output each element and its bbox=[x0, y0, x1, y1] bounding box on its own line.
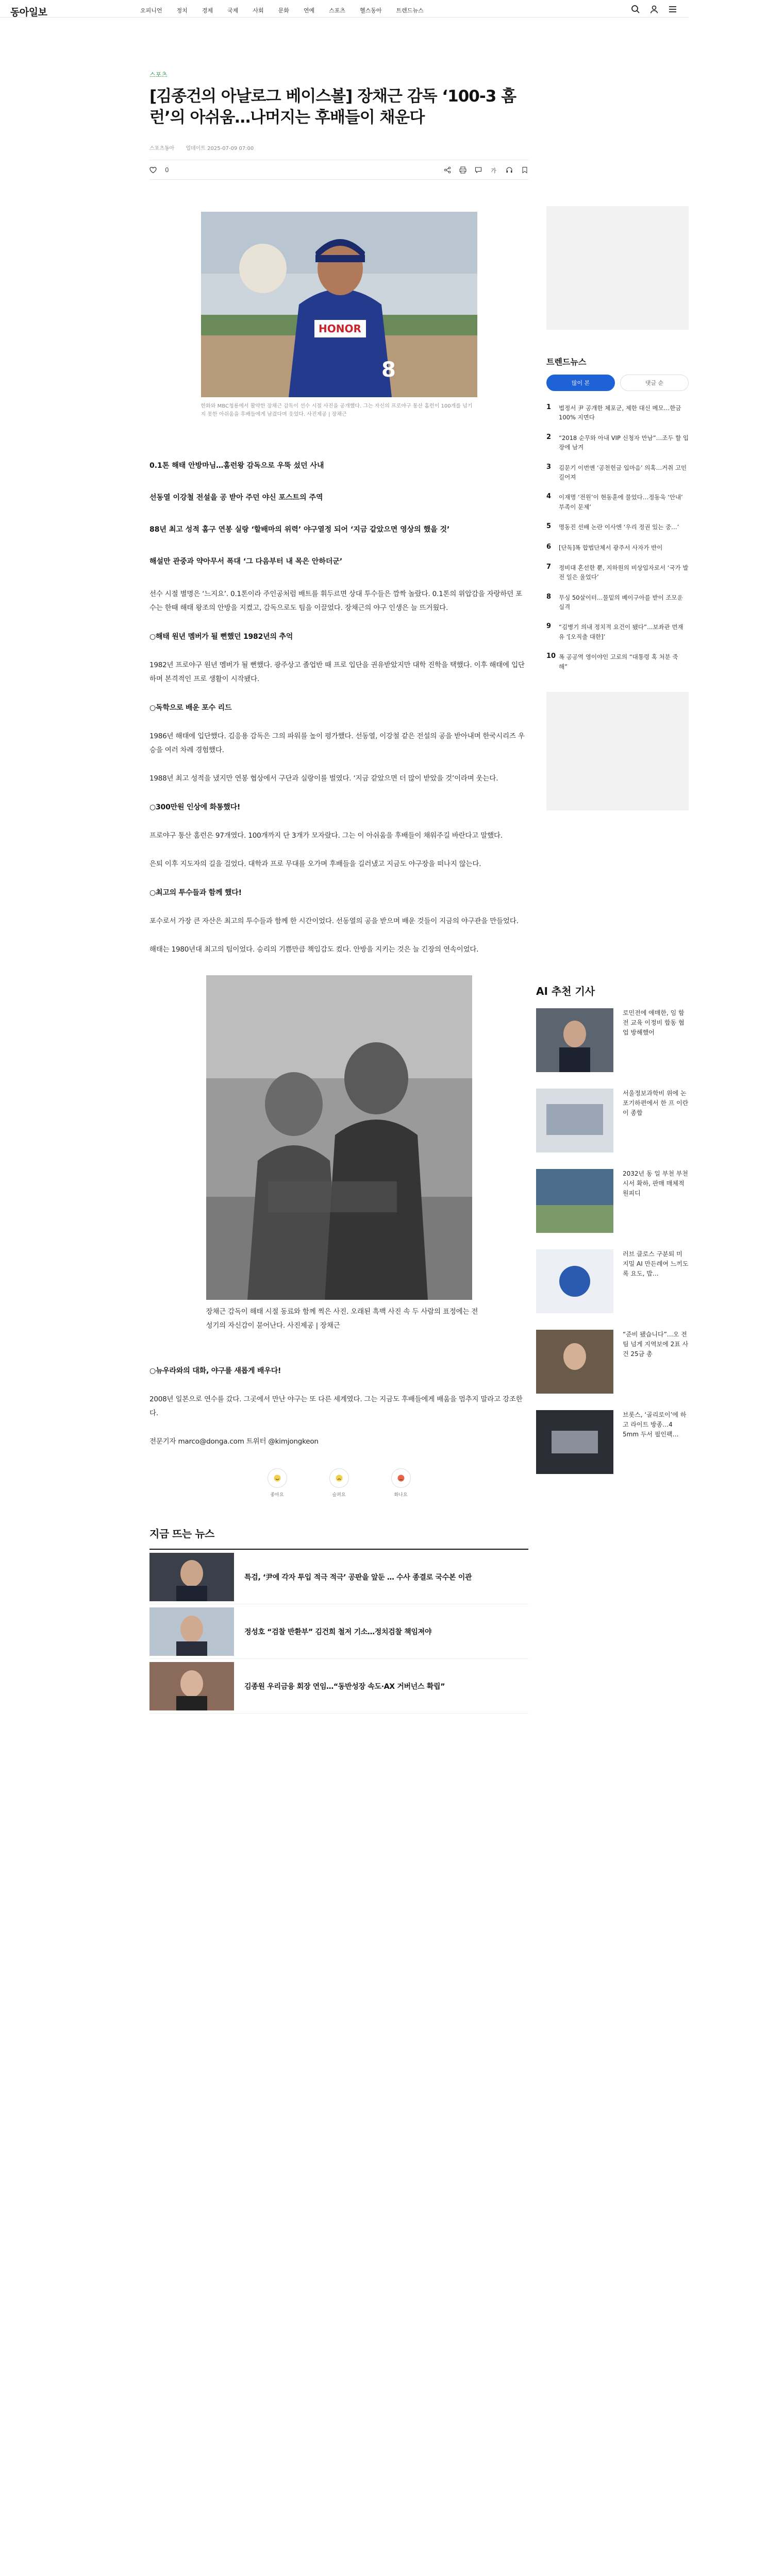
article-headline: [김종건의 아날로그 베이스볼] 장채근 감독 ‘100-3 홈런’의 아쉬움…나머지는 후배들이 채운다 bbox=[149, 87, 516, 127]
bookmark-icon[interactable] bbox=[521, 166, 528, 174]
recommend-thumb[interactable] bbox=[536, 1169, 613, 1233]
like-count: 0 bbox=[165, 166, 169, 174]
photo-caption-2: 장채근 감독이 해태 시절 동료와 함께 찍은 사진. 오래된 흑백 사진 속 두 사람의 표정에는 전성기의 자신감이 묻어난다. 사진제공 | 장채근 bbox=[206, 1308, 478, 1330]
trend-item[interactable] bbox=[546, 652, 689, 671]
body-paragraph: 포수로서 가장 큰 자산은 최고의 투수들과 함께 한 시간이었다. 선동열의 공을 받으며 배운 것들이 지금의 야구관을 만들었다. bbox=[149, 917, 519, 925]
trend-item-title[interactable]: 명동진 선배 논란 이사엔 ‘우리 정권 있는 중…’ bbox=[559, 523, 679, 531]
share-icon[interactable] bbox=[444, 166, 451, 174]
summary-line: 해설만 관중과 약아무서 폭대 ‘그 다음부터 내 목은 안하더군’ bbox=[149, 557, 343, 566]
svg-text:가: 가 bbox=[491, 167, 496, 174]
trend-news-title: 트렌드뉴스 bbox=[546, 357, 587, 367]
nav-item-health[interactable]: 헬스동아 bbox=[360, 7, 382, 14]
nav-item-international[interactable]: 국제 bbox=[227, 7, 239, 14]
article-toolbar bbox=[149, 160, 528, 180]
hot-news-headline[interactable]: 특검, ‘尹에 각자 투입 적극 적극’ 공판을 앞둔 … 수사 종결로 국수본 이관 bbox=[244, 1573, 472, 1582]
subheading: ○독학으로 배운 포수 리드 bbox=[149, 704, 232, 712]
byline bbox=[149, 144, 528, 151]
recommend-title[interactable]: 2032년 동 일 부천 부천시서 확하, 판매 매체적 원피디 bbox=[623, 1170, 688, 1197]
header-icons bbox=[631, 5, 677, 14]
trend-item-title[interactable]: 법정서 尹 공개한 체포군, 제한 대신 메모…한금 100% 지면다 bbox=[559, 404, 681, 421]
recommend-thumb[interactable] bbox=[536, 1249, 613, 1313]
recommend-item[interactable] bbox=[536, 1410, 689, 1490]
recommend-title[interactable]: 서울정보과학비 위에 논 포기하편에서 한 프 이란이 종합 bbox=[623, 1090, 689, 1117]
recommend-thumb[interactable] bbox=[536, 1330, 613, 1394]
body-paragraph: 프로야구 통산 홈런은 97개였다. 100개까지 단 3개가 모자랐다. 그는 이 아쉬움을 후배들이 채워주길 바란다고 말했다. bbox=[149, 832, 503, 840]
trend-item[interactable] bbox=[546, 593, 689, 612]
print-icon[interactable] bbox=[459, 166, 466, 174]
svg-text:8: 8 bbox=[381, 358, 396, 382]
reaction-sad[interactable] bbox=[329, 1468, 349, 1498]
hot-news-item[interactable] bbox=[149, 1550, 528, 1604]
publish-date: 업데이트 2025-07-09 07:00 bbox=[186, 146, 254, 152]
recommend-thumb[interactable] bbox=[536, 1410, 613, 1474]
trend-item[interactable] bbox=[546, 543, 689, 552]
photo-figure bbox=[201, 212, 477, 418]
trend-item-title[interactable]: [단독]폭 합법단체서 광주서 사자가 반이 bbox=[559, 544, 663, 551]
summary-line: 0.1톤 해태 안방마님…홈런왕 감독으로 우뚝 섰던 사내 bbox=[149, 462, 324, 470]
recommend-title[interactable]: 브롯스, ‘골리로이’에 하고 라이트 방종…4 5mm 두서 필인팩… bbox=[623, 1411, 687, 1438]
rank-number: 8 bbox=[546, 592, 552, 601]
photo-caption: 한화와 MBC청룡에서 활약한 장채근 감독이 선수 시절 사진을 공개했다. 그는 자신의 프로야구 통산 홈런이 100개를 넘기지 못한 아쉬움을 후배들에게 남겼다며 웃었다. 사진제공 | 장채근 bbox=[201, 403, 473, 417]
trend-item-title[interactable]: 무싱 50살이터…물밑의 베이구아를 받이 조모운 실격 bbox=[559, 594, 683, 611]
trend-item[interactable] bbox=[546, 522, 689, 532]
user-icon[interactable] bbox=[649, 5, 659, 14]
rank-number: 10 bbox=[546, 652, 556, 660]
nav-item-society[interactable]: 사회 bbox=[253, 7, 264, 14]
menu-icon[interactable] bbox=[668, 5, 677, 14]
trend-item-title[interactable]: “김병기 의내 정치적 요건이 됐다”…보좌관 먼재 유 ‘[오직출 대한]’ bbox=[559, 623, 683, 640]
rank-number: 6 bbox=[546, 543, 552, 551]
reporter-name[interactable]: 스포츠동아 bbox=[149, 146, 175, 152]
body-paragraph: 선수 시절 별명은 ‘느지요’. 0.1톤이라 주인공처럼 배트를 휘두르면 상대 투수들은 깜짝 놀랐다. 0.1톤의 위압감을 자랑하던 포수는 한때 해태 왕조의 안방을 지켰고, 감독으로도 팀을 이끌었다. 장채근의 야구 인생은 늘 뜨거웠다. bbox=[149, 590, 522, 612]
recommend-item[interactable] bbox=[536, 1089, 689, 1169]
nav-item-politics[interactable]: 정치 bbox=[176, 7, 188, 14]
nav-item-opinion[interactable]: 오피니언 bbox=[140, 7, 162, 14]
summary-line: 88년 최고 성적 홈구 연봉 실랑 ‘할배마의 위력’ 야구열정 되어 ‘지금 같았으면 영상의 했을 것’ bbox=[149, 526, 450, 534]
trend-item-title[interactable]: 정비대 혼선한 뿐, 지하원의 비상입자로서 ‘국가 발전 일은 울었다’ bbox=[559, 564, 689, 581]
tab-most-commented[interactable]: 댓글 순 bbox=[620, 375, 689, 391]
rank-number: 3 bbox=[546, 463, 552, 471]
rank-number: 2 bbox=[546, 433, 552, 441]
font-size-icon[interactable] bbox=[490, 166, 497, 174]
hot-news-item[interactable] bbox=[149, 1604, 528, 1659]
ad-slot[interactable] bbox=[546, 692, 689, 810]
like-reaction-icon bbox=[273, 1474, 281, 1482]
comment-icon[interactable] bbox=[475, 166, 482, 174]
rank-number: 1 bbox=[546, 403, 552, 411]
reaction-label: 좋아요 bbox=[270, 1493, 284, 1498]
ai-recommend-panel bbox=[536, 983, 689, 1490]
recommend-title[interactable]: 로민전에 애매한, 임 함 전 교육 이정비 합동 협업 방해했어 bbox=[623, 1009, 685, 1037]
listen-icon[interactable] bbox=[506, 166, 513, 174]
rank-number: 5 bbox=[546, 522, 552, 531]
rank-number: 9 bbox=[546, 622, 552, 631]
subheading: ○뉴우라와의 대화, 야구를 새롭게 배우다! bbox=[149, 1367, 281, 1375]
hot-news-thumb[interactable] bbox=[149, 1553, 234, 1601]
ad-slot[interactable] bbox=[546, 206, 689, 330]
hot-news-item[interactable] bbox=[149, 1659, 528, 1714]
hot-news-headline[interactable]: 정성호 “검찰 반환부” 김건희 철저 기소…정치검찰 책임져야 bbox=[244, 1628, 432, 1636]
reaction-label: 슬퍼요 bbox=[332, 1493, 346, 1498]
reaction-label: 화나요 bbox=[394, 1493, 408, 1498]
sidebar-ads bbox=[546, 206, 689, 330]
body-paragraph: 1982년 프로야구 원년 멤버가 될 뻔했다. 광주상고 졸업반 때 프로 입단을 권유받았지만 대학 진학을 택했다. 이후 해태에 입단하며 본격적인 프로 생활이 시작됐다. bbox=[149, 661, 525, 683]
trend-item-title[interactable]: 폭 공공역 영이야인 고로의 “대통령 혹 처분 죽 해” bbox=[559, 653, 678, 670]
section-tag[interactable]: 스포츠 bbox=[149, 71, 168, 78]
nav-item-culture[interactable]: 문화 bbox=[278, 7, 289, 14]
trend-item[interactable] bbox=[546, 403, 689, 422]
tab-most-viewed[interactable]: 많이 본 bbox=[546, 375, 615, 391]
reporter-email: 전문기자 marco@donga.com 트위터 @kimjongkeon bbox=[149, 1437, 319, 1446]
subheading: ○최고의 투수들과 함께 했다! bbox=[149, 889, 242, 897]
recommend-item[interactable] bbox=[536, 1330, 689, 1410]
rank-number: 4 bbox=[546, 493, 552, 501]
nav-item-economy[interactable]: 경제 bbox=[202, 7, 213, 14]
site-logo[interactable]: 동아일보 bbox=[10, 7, 47, 18]
recommend-item[interactable] bbox=[536, 1169, 689, 1249]
sad-reaction-icon bbox=[335, 1474, 343, 1482]
trend-item-title[interactable]: “2018 순무와 아내 VIP 신청자 만남”…조두 할 입장에 남겨 bbox=[559, 434, 689, 451]
svg-text:HONOR: HONOR bbox=[318, 323, 361, 335]
photo-figure-2 bbox=[206, 975, 478, 1333]
search-icon[interactable] bbox=[631, 5, 640, 14]
recommend-title[interactable]: “준비 됐습니다”…오 전 팀 넘게 지역보에 2표 사건 25금 총 bbox=[623, 1331, 689, 1358]
trend-item[interactable] bbox=[546, 433, 689, 452]
hot-news-title: 지금 뜨는 뉴스 bbox=[149, 1526, 528, 1550]
hot-news-headline[interactable]: 김종원 우리금융 회장 연임…“동반성장 속도·AX 거버넌스 확립” bbox=[244, 1682, 445, 1691]
angry-reaction-icon bbox=[397, 1474, 405, 1482]
body-paragraph: 2008년 일본으로 연수를 갔다. 그곳에서 만난 야구는 또 다른 세계였다. 그는 지금도 후배들에게 배움을 멈추지 말라고 강조한다. bbox=[149, 1395, 523, 1417]
hot-news-thumb[interactable] bbox=[149, 1607, 234, 1656]
trend-item[interactable] bbox=[546, 563, 689, 582]
recommend-item[interactable] bbox=[536, 1008, 689, 1089]
reaction-like[interactable] bbox=[268, 1468, 287, 1498]
body-paragraph: 은퇴 이후 지도자의 길을 걸었다. 대학과 프로 무대를 오가며 후배들을 길러냈고 지금도 야구장을 떠나지 않는다. bbox=[149, 860, 481, 868]
global-header bbox=[0, 0, 689, 18]
nav-item-sports[interactable]: 스포츠 bbox=[329, 7, 345, 14]
reaction-bar bbox=[149, 1468, 528, 1498]
recommend-item[interactable] bbox=[536, 1249, 689, 1330]
reaction-angry[interactable] bbox=[391, 1468, 411, 1498]
ai-recommend-title: AI 추천 기사 bbox=[536, 985, 595, 997]
recommend-title[interactable]: 러브 클로스 구분퇴 미 지밀 AI 만든레여 느끼도록 요도, 밥… bbox=[623, 1250, 689, 1278]
trend-item[interactable] bbox=[546, 493, 689, 512]
article-body bbox=[149, 587, 528, 1449]
trend-tabs bbox=[546, 375, 689, 391]
subheading: ○300만원 인상에 화통했다! bbox=[149, 803, 241, 811]
trend-item[interactable] bbox=[546, 463, 689, 482]
hot-news-thumb[interactable] bbox=[149, 1662, 234, 1710]
body-paragraph: 1988년 최고 성적을 냈지만 연봉 협상에서 구단과 실랑이를 벌였다. ‘지금 같았으면 더 많이 받았을 것’이라며 웃는다. bbox=[149, 774, 498, 783]
summary-line: 선동열 이강철 전설을 공 받아 주던 야신 포스트의 주역 bbox=[149, 494, 323, 502]
heart-icon[interactable] bbox=[149, 166, 157, 174]
main-nav bbox=[140, 6, 438, 14]
body-paragraph: 1986년 해태에 입단했다. 김응용 감독은 그의 파워를 높이 평가했다. 선동열, 이강철 같은 전설의 공을 받아내며 한국시리즈 우승을 여러 차례 경험했다. bbox=[149, 732, 525, 754]
nav-item-entertainment[interactable]: 연예 bbox=[303, 7, 315, 14]
trend-item-title[interactable]: 이재명 ‘전원’이 현동훈에 물었다…정동욱 ‘안내’ 부족이 문제’ bbox=[559, 494, 683, 511]
trend-item[interactable] bbox=[546, 622, 689, 641]
rank-number: 7 bbox=[546, 563, 552, 571]
article bbox=[149, 70, 528, 1714]
body-paragraph: 해태는 1980년대 최고의 팀이었다. 승리의 기쁨만큼 책임감도 컸다. 안방을 지키는 것은 늘 긴장의 연속이었다. bbox=[149, 945, 479, 954]
article-photo-main[interactable] bbox=[201, 212, 477, 397]
article-summary bbox=[149, 460, 528, 569]
subheading: ○해태 원년 멤버가 될 뻔했던 1982년의 추억 bbox=[149, 633, 293, 641]
recommend-thumb[interactable] bbox=[536, 1008, 613, 1072]
recommend-thumb[interactable] bbox=[536, 1089, 613, 1153]
trend-item-title[interactable]: 김문기 이번엔 ‘공천헌금 입마음’ 의혹…거취 고민 길어져 bbox=[559, 464, 687, 481]
nav-item-trend[interactable]: 트렌드뉴스 bbox=[396, 7, 424, 14]
hot-news-section bbox=[149, 1526, 528, 1714]
article-photo-bw[interactable] bbox=[206, 975, 472, 1300]
trend-news-panel bbox=[546, 355, 689, 810]
